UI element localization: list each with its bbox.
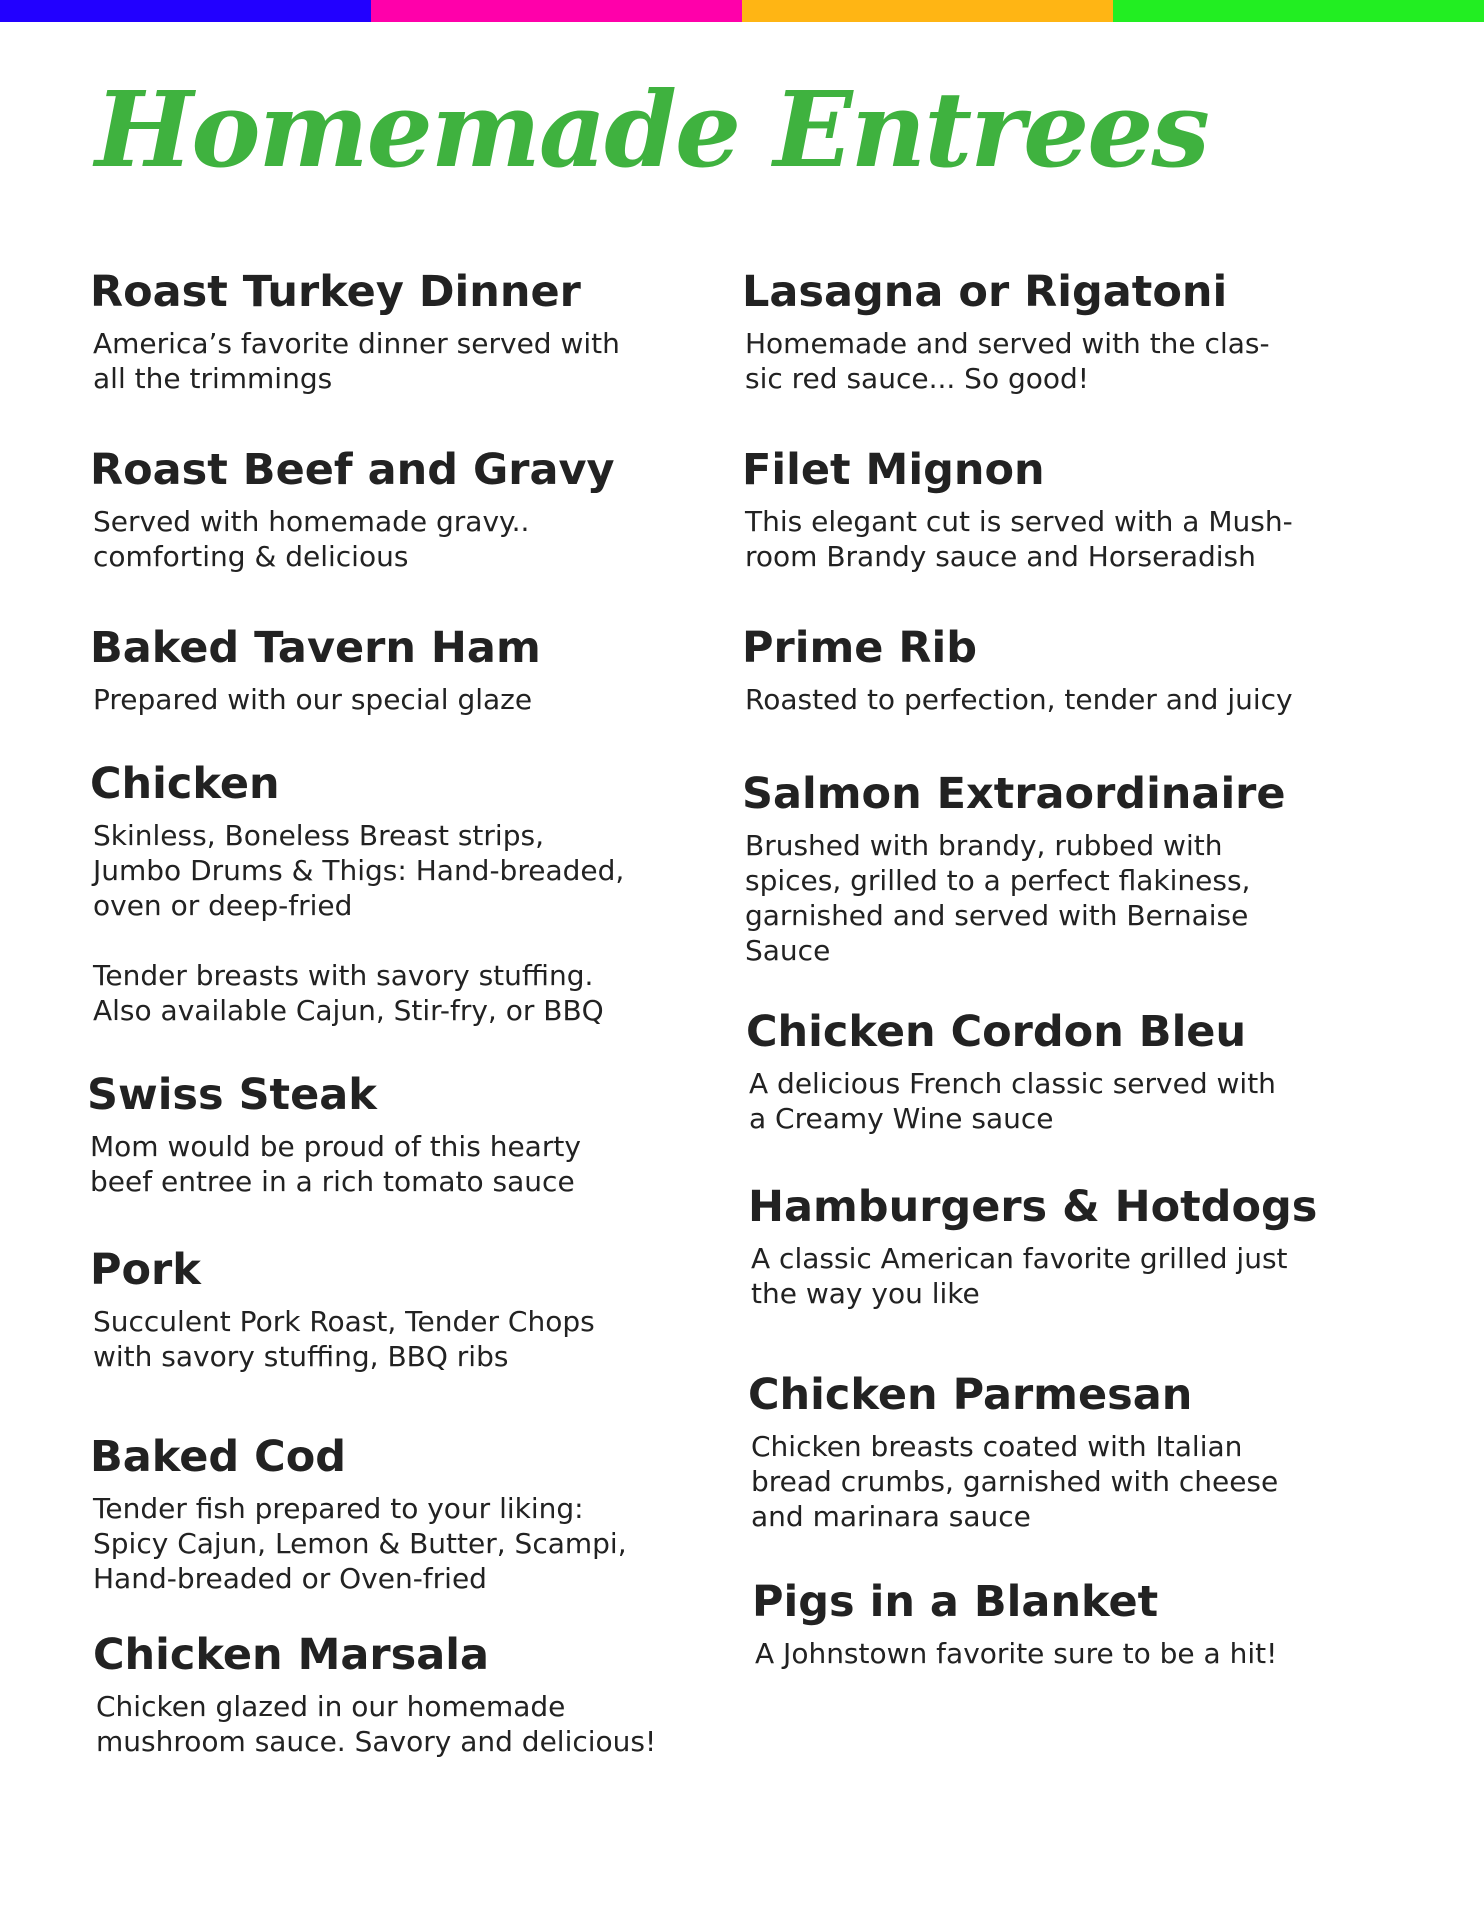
menu-item-baked-tavern-ham [90,618,541,717]
menu-item-prime-rib [742,618,1293,717]
menu-item-name: Chicken [90,759,280,809]
menu-item-baked-cod [90,1427,627,1596]
menu-item-description: A Johnstown favorite sure to be a hit! [755,1637,1278,1670]
menu-item-description: Brushed with brandy, rubbed with spices, grilled to a perfect flakiness, garnished and served with Bernaise Sauce [745,829,1251,967]
menu-item-description: Succulent Pork Roast, Tender Chops with savory stuffing, BBQ ribs [93,1305,595,1373]
menu-item-description: Skinless, Boneless Breast strips, Jumbo Drums & Thigs: Hand-breaded, oven or deep-fried [93,819,625,922]
menu-item-swiss-steak [87,1065,581,1199]
color-stripe-magenta [371,0,742,22]
menu-item-name: Baked Tavern Ham [90,623,541,673]
menu-item-description: Mom would be proud of this hearty beef entree in a rich tomato sauce [90,1130,581,1198]
color-stripe-green [1113,0,1484,22]
menu-item-description: Chicken glazed in our homemade mushroom sauce. Savory and delicious! [96,1690,657,1758]
menu-item-description: Homemade and served with the clas- sic red sauce... So good! [745,327,1270,395]
menu-item-name: Lasagna or Rigatoni [742,267,1228,317]
menu-item-name: Prime Rib [742,623,978,673]
menu-item-description-extra: Tender breasts with savory stuffing. Also available Cajun, Stir-fry, or BBQ [93,959,604,1027]
menu-item-name: Chicken Marsala [93,1630,489,1680]
menu-item-description: Chicken breasts coated with Italian bread crumbs, garnished with cheese and marinara sauce [751,1430,1279,1533]
menu-item-name: Chicken Parmesan [748,1370,1193,1420]
menu-item-roast-beef-and-gravy [90,440,615,574]
menu-item-description: Roasted to perfection, tender and juicy [745,683,1293,716]
menu-item-name: Swiss Steak [87,1070,377,1120]
menu-item-description: This elegant cut is served with a Mush- room Brandy sauce and Horseradish [745,505,1293,573]
menu-item-chicken-parmesan [748,1365,1278,1534]
menu-item-salmon-extraordinaire [742,764,1286,968]
menu-item-name: Filet Mignon [742,445,1045,495]
menu-item-description: America’s favorite dinner served with all the trimmings [93,327,620,395]
menu-item-name: Pigs in a Blanket [752,1577,1159,1627]
color-stripe-blue [0,0,371,22]
menu-item-chicken-marsala [93,1625,656,1759]
menu-item-name: Pork [90,1245,201,1295]
menu-item-description: Served with homemade gravy.. comforting & delicious [93,505,530,573]
menu-item-chicken [90,754,624,1028]
menu-item-name: Hamburgers & Hotdogs [748,1182,1318,1232]
menu-item-pigs-in-a-blanket [752,1572,1277,1671]
menu-item-description: Prepared with our special glaze [93,683,533,716]
menu-item-description: A delicious French classic served with a Creamy Wine sauce [749,1067,1276,1135]
color-stripe-bar [0,0,1484,22]
menu-item-name: Roast Beef and Gravy [90,445,615,495]
menu-item-roast-turkey-dinner [90,262,620,396]
page-title: Homemade Entrees [95,68,1208,191]
menu-item-name: Baked Cod [90,1432,347,1482]
color-stripe-orange [742,0,1113,22]
menu-item-description: Tender fish prepared to your liking: Spicy Cajun, Lemon & Butter, Scampi, Hand-breaded or Oven-fried [93,1492,627,1595]
menu-item-name: Salmon Extraordinaire [742,769,1286,819]
menu-item-hamburgers-and-hotdogs [748,1177,1317,1311]
menu-item-pork [90,1240,595,1374]
menu-item-chicken-cordon-bleu [746,1002,1276,1136]
menu-item-description: A classic American favorite grilled just the way you like [751,1242,1288,1310]
menu-item-name: Chicken Cordon Bleu [746,1007,1247,1057]
menu-item-lasagna-or-rigatoni [742,262,1270,396]
menu-item-filet-mignon [742,440,1293,574]
menu-item-name: Roast Turkey Dinner [90,267,581,317]
